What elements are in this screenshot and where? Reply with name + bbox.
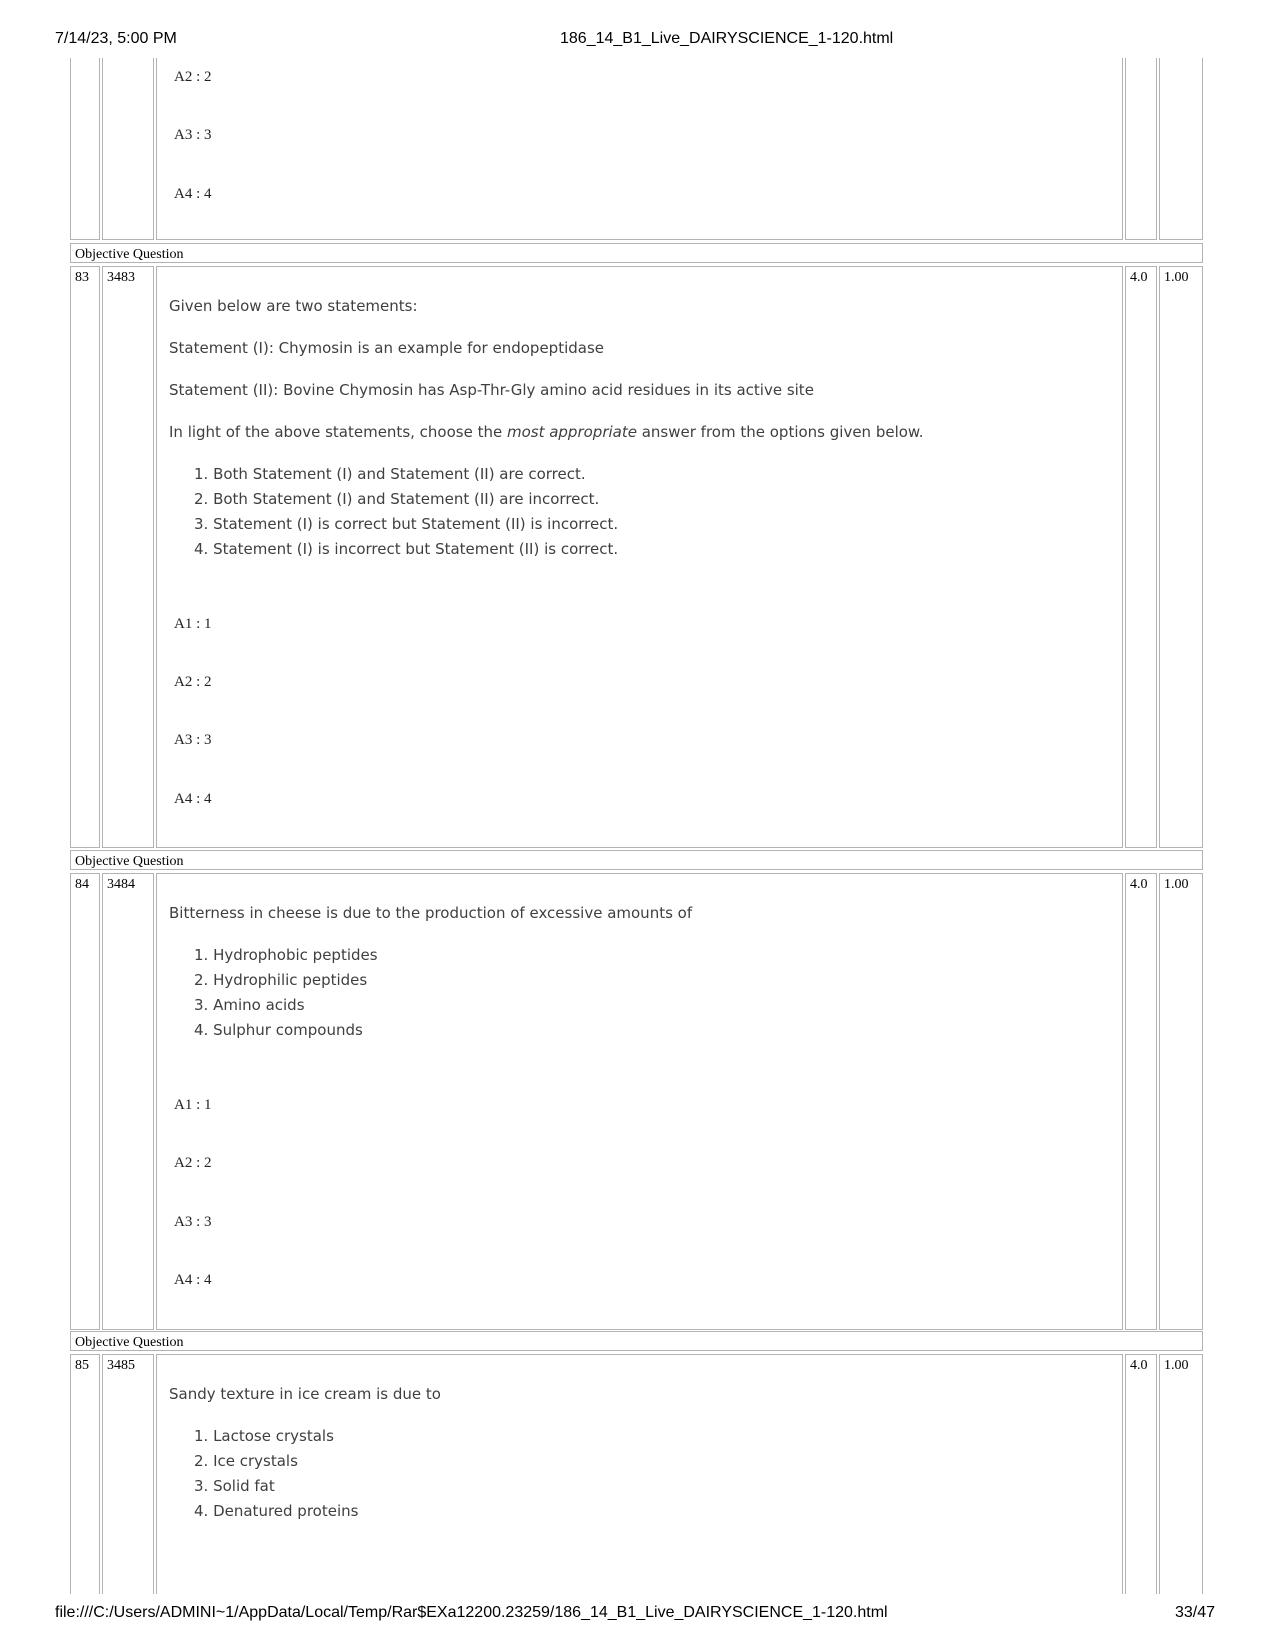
question-type-label: Objective Question	[75, 1335, 184, 1350]
statement-one: Statement (I): Chymosin is an example for endopeptidase	[169, 339, 605, 357]
answer-option: A1 : 1	[174, 1097, 212, 1113]
option-item: 3. Amino acids	[194, 996, 305, 1014]
question-sno: 83	[75, 270, 89, 285]
answer-option: A2 : 2	[174, 674, 212, 690]
question-intro: Given below are two statements:	[169, 297, 418, 315]
answer-option: A1 : 1	[174, 616, 212, 632]
prev-question-cell	[156, 58, 1123, 240]
answer-option: A4 : 4	[174, 1272, 212, 1288]
answer-option: A3 : 3	[174, 732, 212, 748]
question-text: Bitterness in cheese is due to the production of excessive amounts of	[169, 904, 693, 922]
question-type-row	[70, 243, 1203, 263]
answer-option: A3 : 3	[174, 127, 212, 143]
question-marks: 4.0	[1130, 877, 1148, 892]
question-sno-cell	[70, 266, 100, 848]
option-item: 4. Statement (I) is incorrect but Statement (II) is correct.	[194, 540, 619, 558]
prev-sno-cell	[70, 58, 100, 240]
question-id: 3485	[107, 1358, 135, 1373]
answer-option: A2 : 2	[174, 1155, 212, 1171]
answer-option: A4 : 4	[174, 791, 212, 807]
question-negative-cell	[1159, 1354, 1203, 1594]
question-sno-cell	[70, 1354, 100, 1594]
prev-qid-cell	[102, 58, 154, 240]
question-type-row	[70, 1331, 1203, 1351]
option-item: 1. Hydrophobic peptides	[194, 946, 378, 964]
question-negative-marks: 1.00	[1164, 877, 1189, 892]
prev-marks-cell	[1125, 58, 1157, 240]
answer-option: A2 : 2	[174, 69, 212, 85]
question-marks-cell	[1125, 1354, 1157, 1594]
option-item: 2. Both Statement (I) and Statement (II) are incorrect.	[194, 490, 600, 508]
option-item: 2. Ice crystals	[194, 1452, 298, 1470]
question-id-cell	[102, 873, 154, 1330]
question-text: Sandy texture in ice cream is due to	[169, 1385, 441, 1403]
question-sno: 85	[75, 1358, 89, 1373]
option-item: 3. Solid fat	[194, 1477, 275, 1495]
instruction-prefix: In light of the above statements, choose the	[169, 423, 507, 441]
question-negative-cell	[1159, 266, 1203, 848]
question-instruction	[169, 423, 924, 441]
question-type-row	[70, 850, 1203, 870]
answer-option: A4 : 4	[174, 186, 212, 202]
question-id-cell	[102, 266, 154, 848]
question-sno-cell	[70, 873, 100, 1330]
question-marks-cell	[1125, 873, 1157, 1330]
option-item: 2. Hydrophilic peptides	[194, 971, 368, 989]
question-marks: 4.0	[1130, 1358, 1148, 1373]
question-negative-cell	[1159, 873, 1203, 1330]
page-number: 33/47	[1174, 1604, 1215, 1621]
option-item: 1. Both Statement (I) and Statement (II) are correct.	[194, 465, 586, 483]
option-item: 3. Statement (I) is correct but Statement (II) is incorrect.	[194, 515, 619, 533]
question-body-cell	[156, 873, 1123, 1330]
question-id: 3483	[107, 270, 135, 285]
question-negative-marks: 1.00	[1164, 1358, 1189, 1373]
question-type-label: Objective Question	[75, 854, 184, 869]
question-id: 3484	[107, 877, 135, 892]
answer-option: A3 : 3	[174, 1214, 212, 1230]
question-negative-marks: 1.00	[1164, 270, 1189, 285]
question-marks-cell	[1125, 266, 1157, 848]
print-title: 186_14_B1_Live_DAIRYSCIENCE_1-120.html	[560, 30, 894, 47]
option-item: 4. Denatured proteins	[194, 1502, 359, 1520]
prev-neg-cell	[1159, 58, 1203, 240]
question-marks: 4.0	[1130, 270, 1148, 285]
option-item: 4. Sulphur compounds	[194, 1021, 363, 1039]
option-item: 1. Lactose crystals	[194, 1427, 334, 1445]
statement-two: Statement (II): Bovine Chymosin has Asp-Thr-Gly amino acid residues in its active site	[169, 381, 814, 399]
instruction-emphasis: most appropriate	[506, 423, 637, 441]
question-id-cell	[102, 1354, 154, 1594]
instruction-suffix: answer from the options given below.	[636, 423, 924, 441]
print-file-path: file:///C:/Users/ADMINI~1/AppData/Local/Temp/Rar$EXa12200.23259/186_14_B1_Live_DAIRYSCIENCE_1-120.html	[55, 1604, 888, 1621]
question-sno: 84	[75, 877, 89, 892]
print-datetime: 7/14/23, 5:00 PM	[55, 30, 177, 47]
question-type-label: Objective Question	[75, 247, 184, 262]
